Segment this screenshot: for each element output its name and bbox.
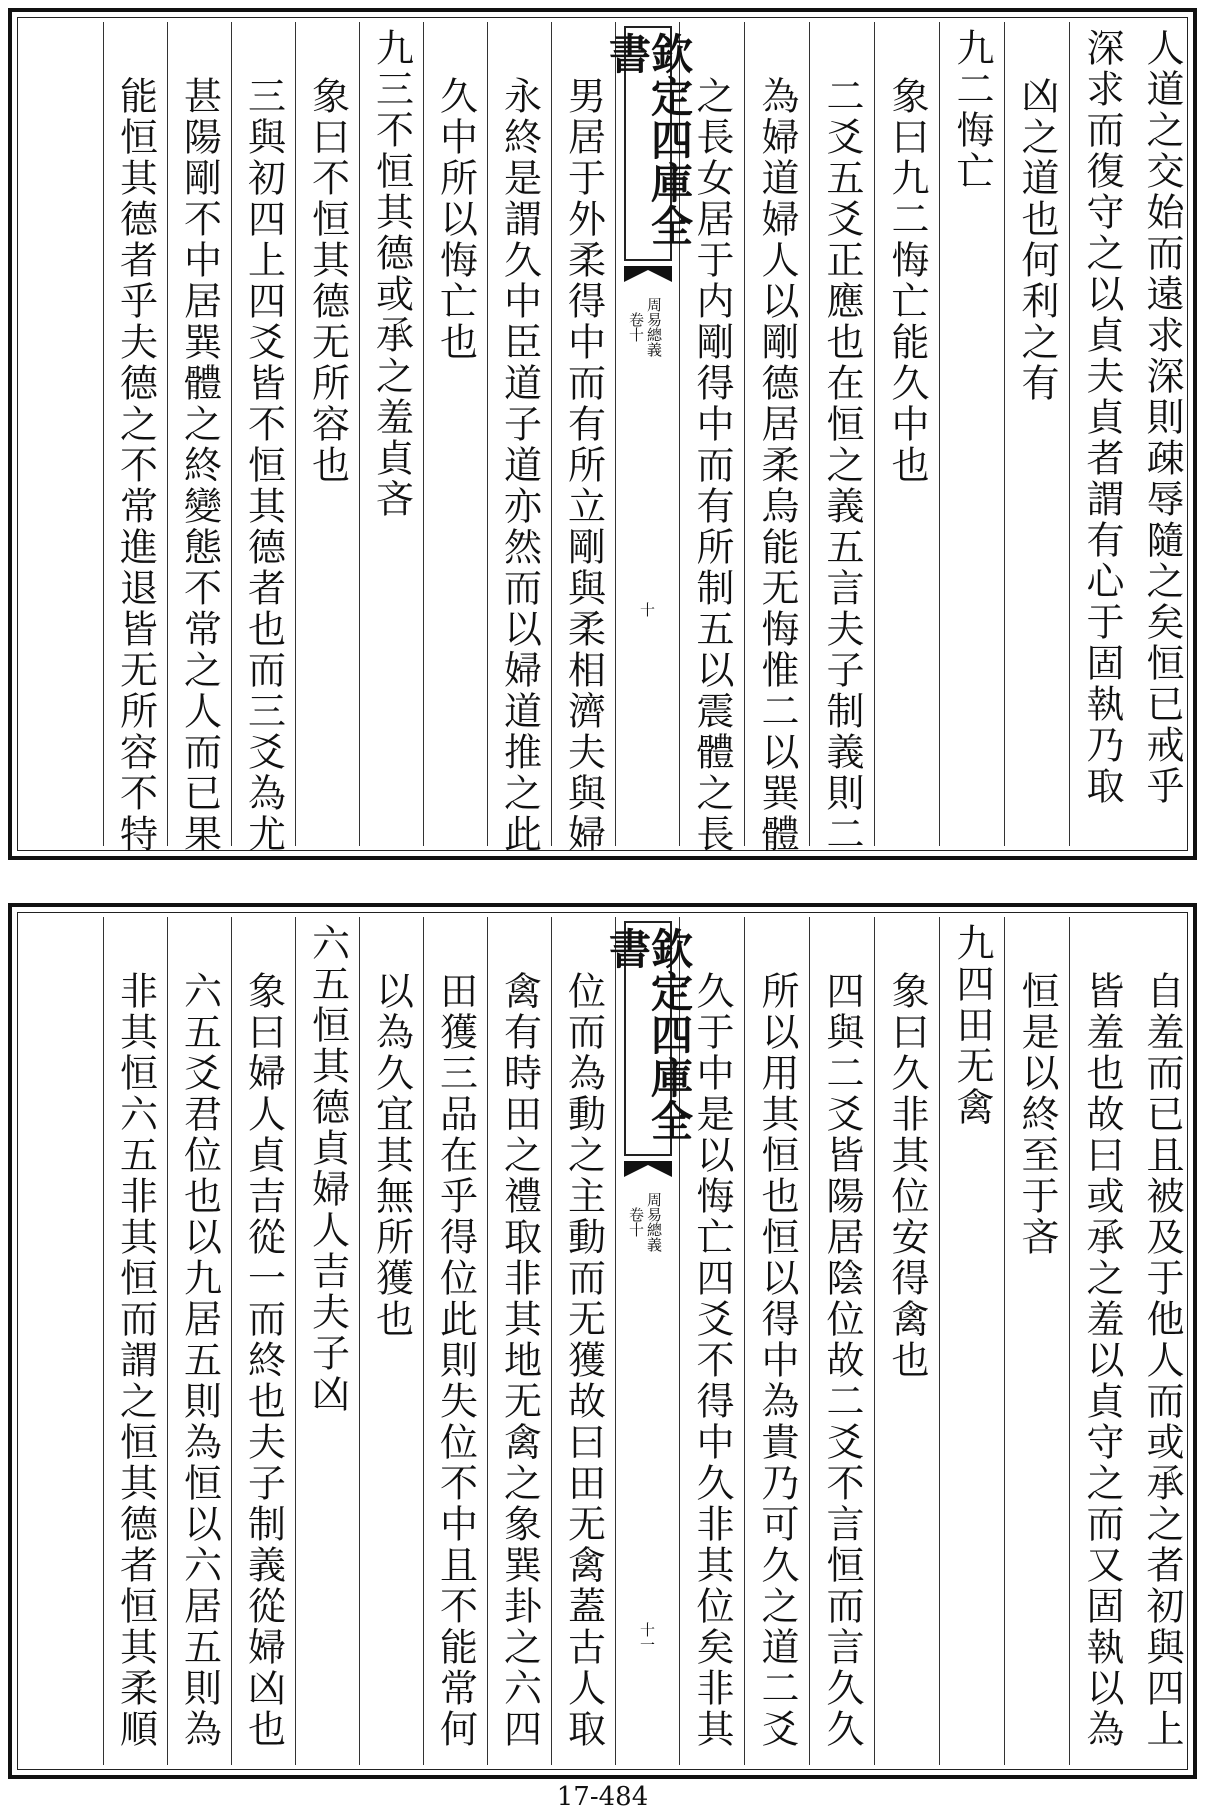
text-column: 永終是謂久中臣道子道亦然而以婦道推之此 [487, 22, 551, 846]
text-column: 象曰九二悔亡能久中也 [874, 22, 939, 846]
center-margin [603, 22, 694, 846]
heading-column: 六五恒其德貞婦人吉夫子凶 [295, 917, 359, 1765]
text-column: 人道之交始而遠求深則疎辱隨之矣恒已戒乎 [1140, 28, 1184, 807]
text-column: 男居于外柔得中而有所立剛與柔相濟夫與婦 [551, 22, 615, 846]
text-column: 非其恒六五非其恒而謂之恒其德者恒其柔順 [103, 917, 167, 1765]
heading-column: 九二悔亡 [939, 22, 1004, 846]
heading-column: 九三不恒其德或承之羞貞吝 [359, 22, 423, 846]
volume-number: 卷十 [627, 1207, 645, 1237]
page-block-top [8, 8, 1197, 860]
text-column: 為婦道婦人以剛德居柔烏能无悔惟二以巽體 [744, 22, 809, 846]
text-column: 位而為動之主動而无獲故曰田无禽蓋古人取 [551, 917, 615, 1765]
text-column: 田獲三品在乎得位此則失位不中且不能常何 [423, 917, 487, 1765]
text-column: 凶之道也何利之有 [1004, 22, 1069, 846]
text-column: 甚陽剛不中居巽體之終變態不常之人而已果 [167, 22, 231, 846]
volume-number: 卷十 [627, 312, 645, 342]
heading-column: 九四田无禽 [939, 917, 1004, 1765]
text-column: 三與初四上四爻皆不恒其德者也而三爻為尤 [231, 22, 295, 846]
book-title-box: 欽定四庫全書 [624, 26, 672, 261]
text-column: 自羞而已且被及于他人而或承之者初與四上 [1140, 971, 1184, 1750]
text-column: 久于中是以悔亡四爻不得中久非其位矣非其 [679, 917, 744, 1765]
text-column: 象曰婦人貞吉從一而終也夫子制義從婦凶也 [231, 917, 295, 1765]
text-column: 以為久宜其無所獲也 [359, 917, 423, 1765]
text-column: 能恒其德者乎夫德之不常進退皆无所容不特 [103, 22, 167, 846]
text-column: 禽有時田之禮取非其地无禽之象巽卦之六四 [487, 917, 551, 1765]
fish-tail-mark-icon [624, 1161, 672, 1177]
text-column: 象曰久非其位安得禽也 [874, 917, 939, 1765]
fish-tail-mark-icon [624, 266, 672, 282]
text-column: 四與二爻皆陽居陰位故二爻不言恒而言久久 [809, 917, 874, 1765]
volume-title: 周易總義 [645, 297, 663, 357]
text-column: 所以用其恒也恒以得中為貴乃可久之道二爻 [744, 917, 809, 1765]
page-block-bottom [8, 903, 1197, 1779]
book-title-box: 欽定四庫全書 [624, 921, 672, 1156]
volume-title: 周易總義 [645, 1192, 663, 1252]
center-margin [603, 917, 694, 1765]
leaf-number: 十 [638, 602, 656, 617]
text-column: 皆羞也故曰或承之羞以貞守之而又固執以為 [1069, 917, 1134, 1765]
text-column: 恒是以終至于吝 [1004, 917, 1069, 1765]
text-column: 之長女居于内剛得中而有所制五以震體之長 [679, 22, 744, 846]
text-column: 二爻五爻正應也在恒之義五言夫子制義則二 [809, 22, 874, 846]
text-column: 六五爻君位也以九居五則為恒以六居五則為 [167, 917, 231, 1765]
text-column: 象曰不恒其德无所容也 [295, 22, 359, 846]
text-column: 深求而復守之以貞夫貞者謂有心于固執乃取 [1069, 22, 1134, 846]
page-number: 17-484 [556, 1782, 649, 1812]
leaf-number: 十一 [638, 1622, 656, 1652]
text-column: 久中所以悔亡也 [423, 22, 487, 846]
